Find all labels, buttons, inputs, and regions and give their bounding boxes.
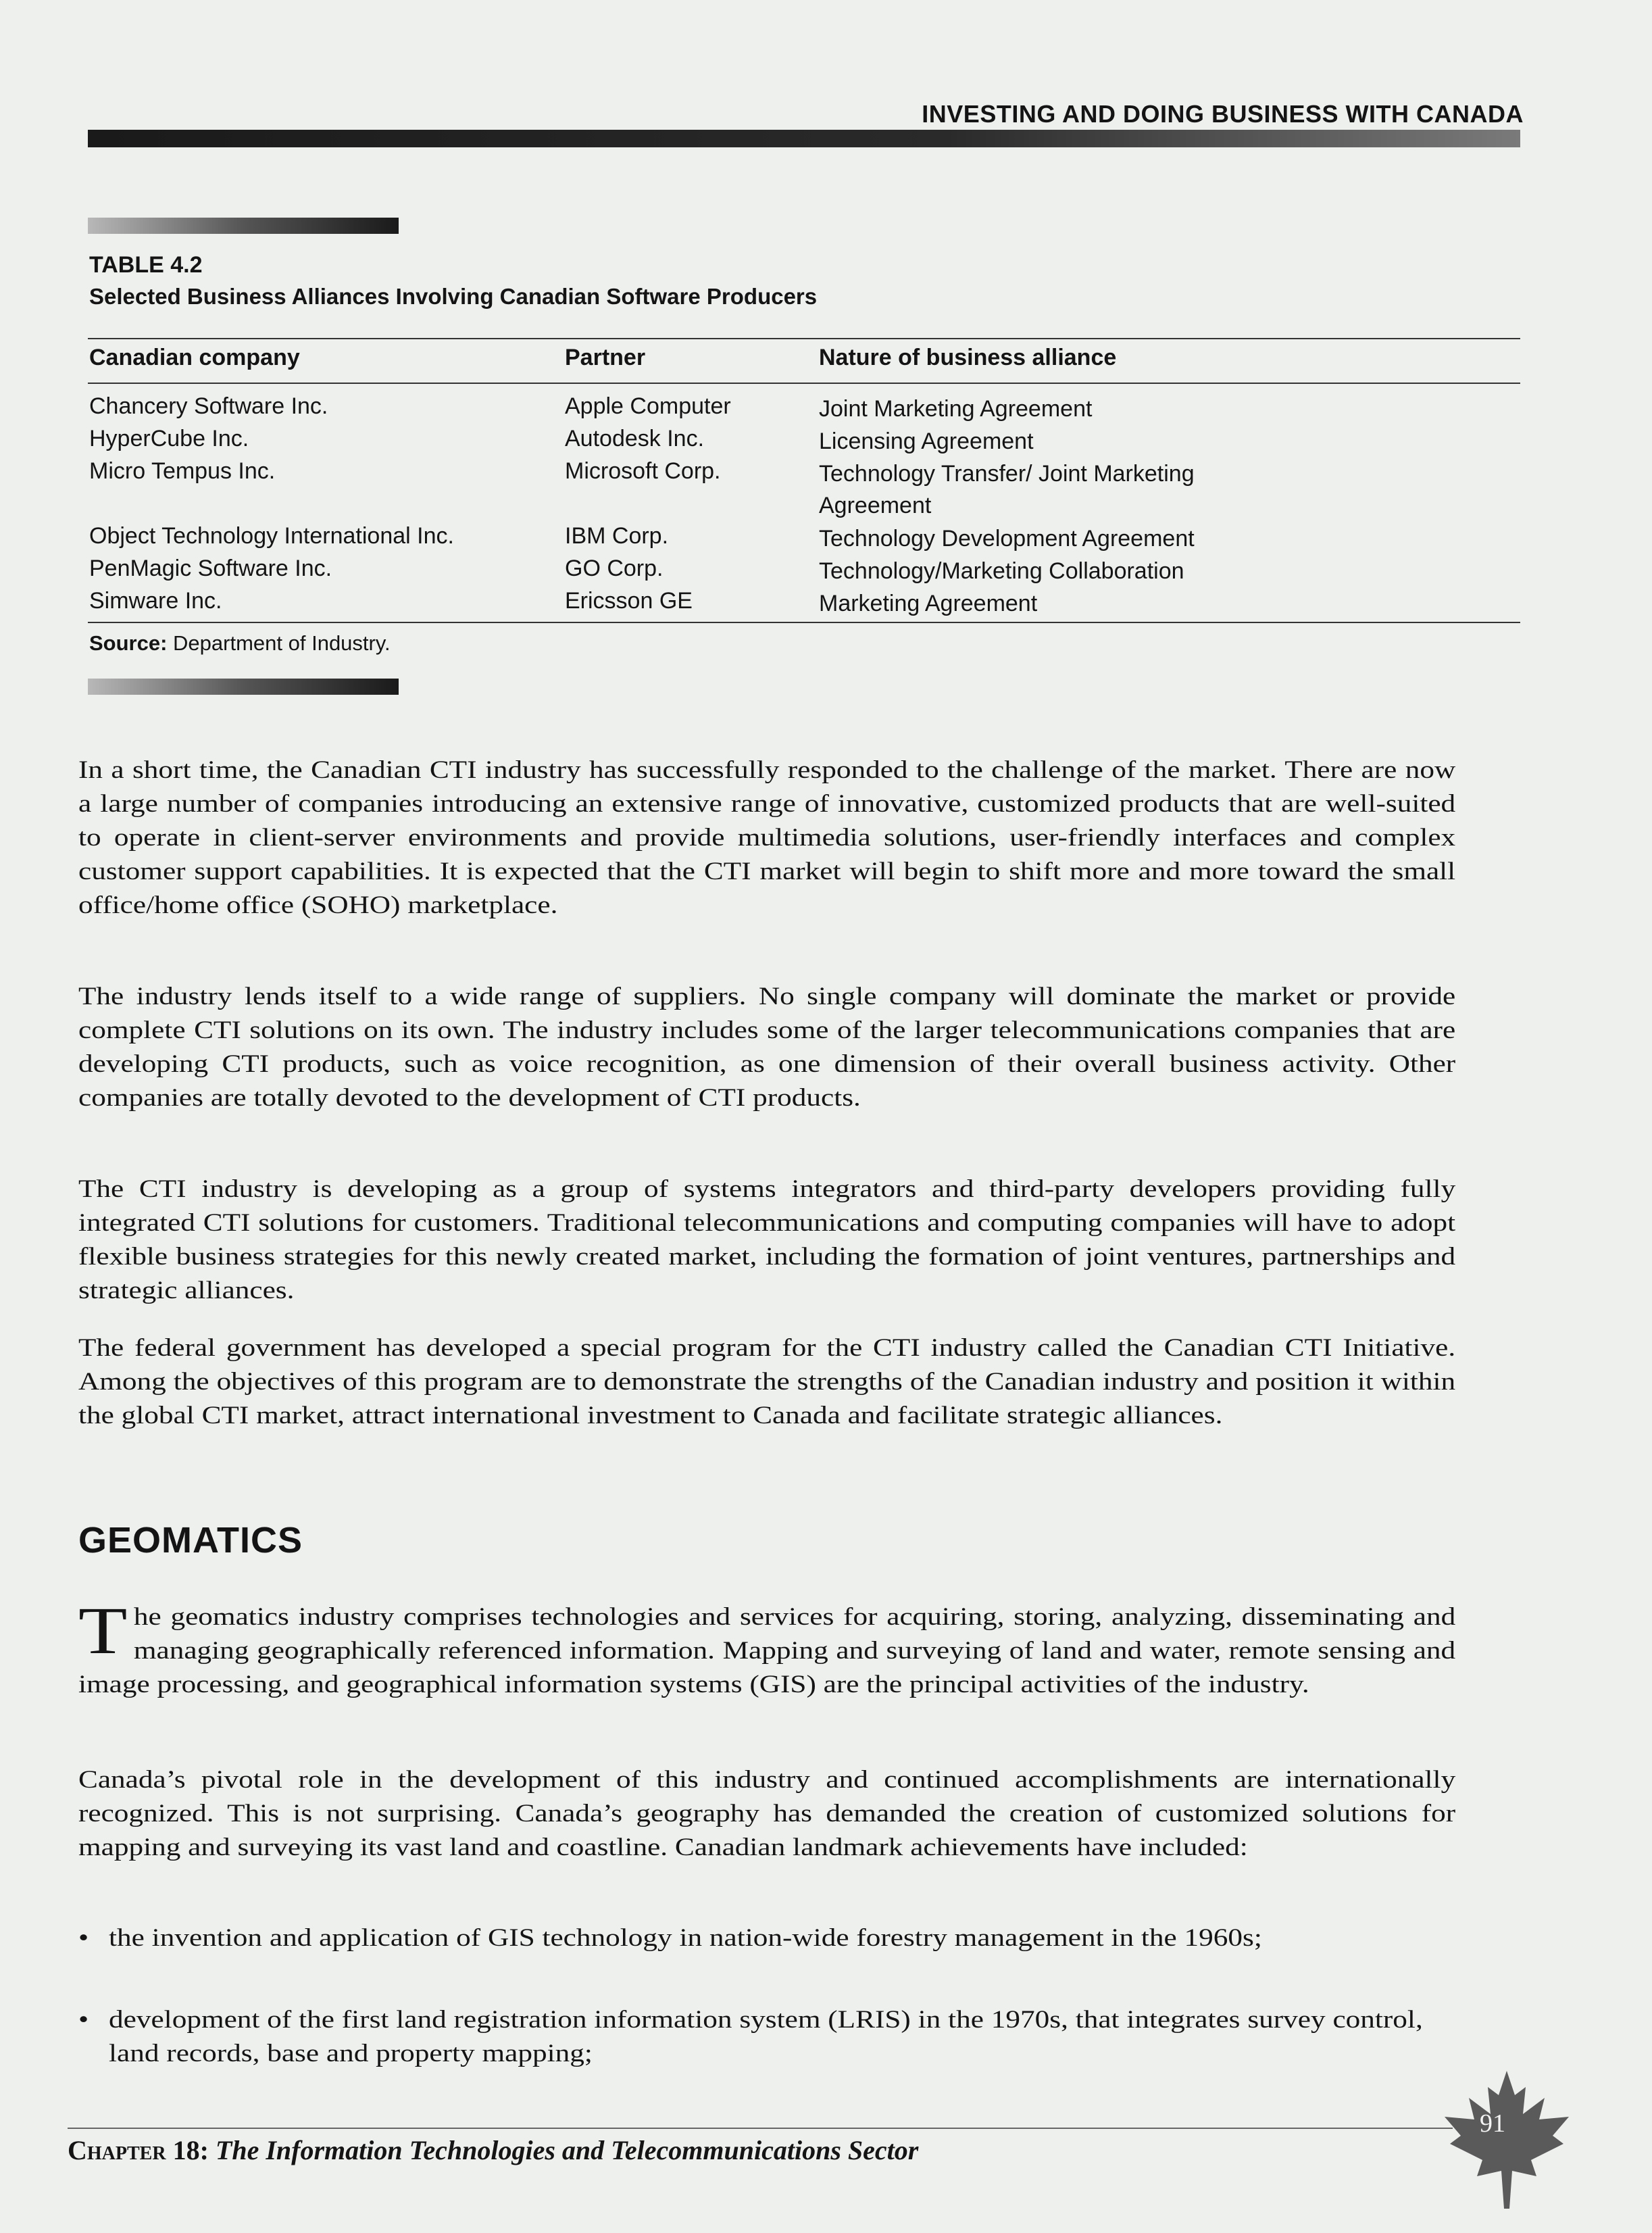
bullet-list-item xyxy=(78,1921,1455,1955)
table-row xyxy=(0,458,1652,523)
cell-company: HyperCube Inc. xyxy=(89,426,249,451)
cell-company: PenMagic Software Inc. xyxy=(89,556,332,581)
chapter-footer xyxy=(68,2134,918,2166)
cell-company: Chancery Software Inc. xyxy=(89,393,328,419)
geomatics-intro-text: he geomatics industry comprises technologies and services for acquiring, storing, analyzing, disseminating and managing geographically referenced information. Mapping and surveying of land and water, remote sensing and image processing, and geographical information systems (GIS) are the principal activities of the industry. xyxy=(78,1602,1456,1698)
table-source-label: Source: xyxy=(89,631,168,655)
table-accent-bar-bottom xyxy=(88,679,399,695)
body-paragraph: The industry lends itself to a wide range of suppliers. No single company will dominate the market or provide complete CTI solutions on its own. The industry includes some of the larger telecommunications companies that are developing CTI products, such as voice recognition, as one dimension of their overall business activity. Other companies are totally devoted to the development of CTI products. xyxy=(78,982,1456,1111)
cell-partner: Ericsson GE xyxy=(565,588,693,614)
table-row xyxy=(0,588,1652,620)
body-paragraph: In a short time, the Canadian CTI industry has successfully responded to the challenge of the market. There are now a large number of companies introducing an extensive range of innovative, customized products that are well-suited to operate in client-server environments and provide multimedia solutions, user-friendly interfaces and complex customer support capabilities. It is expected that the CTI market will begin to shift more and more toward the small office/home office (SOHO) marketplace. xyxy=(78,756,1456,918)
maple-leaf-icon xyxy=(1439,2068,1574,2210)
bullet-text: development of the first land registration information system (LRIS) in the 1970s, that integrates survey control, land records, base and property mapping; xyxy=(109,2005,1423,2067)
cell-company: Micro Tempus Inc. xyxy=(89,458,276,484)
table-row xyxy=(0,393,1652,426)
bullet-list-item xyxy=(78,2003,1455,2070)
table-header-company: Canadian company xyxy=(89,345,300,370)
table-body xyxy=(0,393,1652,620)
table-row xyxy=(0,556,1652,588)
body-paragraph: The federal government has developed a special program for the CTI industry called the Canadian CTI Initiative. Among the objectives of this program are to demonstrate the strengths of the Canadian industry and position it within the global CTI market, attract international investment to Canada and facilitate strategic alliances. xyxy=(78,1333,1456,1429)
table-row xyxy=(0,523,1652,556)
table-source xyxy=(89,631,391,656)
table-header-nature: Nature of business alliance xyxy=(819,345,1117,370)
cell-partner: IBM Corp. xyxy=(565,523,669,549)
cell-company: Object Technology International Inc. xyxy=(89,523,454,549)
chapter-title: The Information Technologies and Telecommunications Sector xyxy=(215,2135,919,2165)
table-rule-bottom xyxy=(88,622,1520,623)
table-rule-header xyxy=(88,383,1520,384)
cell-partner: Microsoft Corp. xyxy=(565,458,721,484)
cell-partner: Apple Computer xyxy=(565,393,731,419)
cell-nature: Technology Transfer/ Joint Marketing Agreement xyxy=(819,461,1195,518)
table-title: Selected Business Alliances Involving Canadian Software Producers xyxy=(89,284,818,309)
cell-nature: Technology Development Agreement xyxy=(819,526,1195,551)
footer-rule xyxy=(68,2128,1453,2129)
body-paragraph: The CTI industry is developing as a group of systems integrators and third-party developers providing fully integrated CTI solutions for customers. Traditional telecommunications and computing companies will have to adopt flexible business strategies for this newly created market, including the formation of joint ventures, partnerships and strategic alliances. xyxy=(78,1175,1456,1304)
table-source-text: Department of Industry. xyxy=(173,631,391,655)
bullet-icon: • xyxy=(78,1923,89,1951)
chapter-number: Chapter 18: xyxy=(68,2135,209,2165)
table-row xyxy=(0,426,1652,458)
geomatics-intro-paragraph xyxy=(78,1593,1456,1701)
table-label: TABLE 4.2 xyxy=(89,252,203,278)
bullet-text: the invention and application of GIS technology in nation-wide forestry management in the 1960s; xyxy=(109,1923,1262,1951)
header-rule xyxy=(88,130,1520,147)
page-number: 91 xyxy=(1480,2109,1505,2138)
cell-nature: Licensing Agreement xyxy=(819,428,1034,454)
table-rule-top xyxy=(88,338,1520,339)
cell-partner: Autodesk Inc. xyxy=(565,426,705,451)
section-heading: GEOMATICS xyxy=(78,1520,303,1561)
cell-nature: Joint Marketing Agreement xyxy=(819,396,1093,422)
cell-nature: Marketing Agreement xyxy=(819,591,1038,616)
cell-partner: GO Corp. xyxy=(565,556,664,581)
bullet-icon: • xyxy=(78,2005,89,2033)
drop-cap: T xyxy=(78,1593,128,1668)
body-paragraph: Canada’s pivotal role in the development of this industry and continued accomplishments are internationally recognized. This is not surprising. Canada’s geography has demanded the creation of customized solutions for mapping and surveying its vast land and coastline. Canadian landmark achievements have included: xyxy=(78,1765,1456,1861)
table-accent-bar-top xyxy=(88,218,399,234)
table-header-partner: Partner xyxy=(565,345,646,370)
running-header-title: INVESTING AND DOING BUSINESS WITH CANADA xyxy=(922,100,1524,128)
cell-company: Simware Inc. xyxy=(89,588,222,614)
cell-nature: Technology/Marketing Collaboration xyxy=(819,558,1184,584)
